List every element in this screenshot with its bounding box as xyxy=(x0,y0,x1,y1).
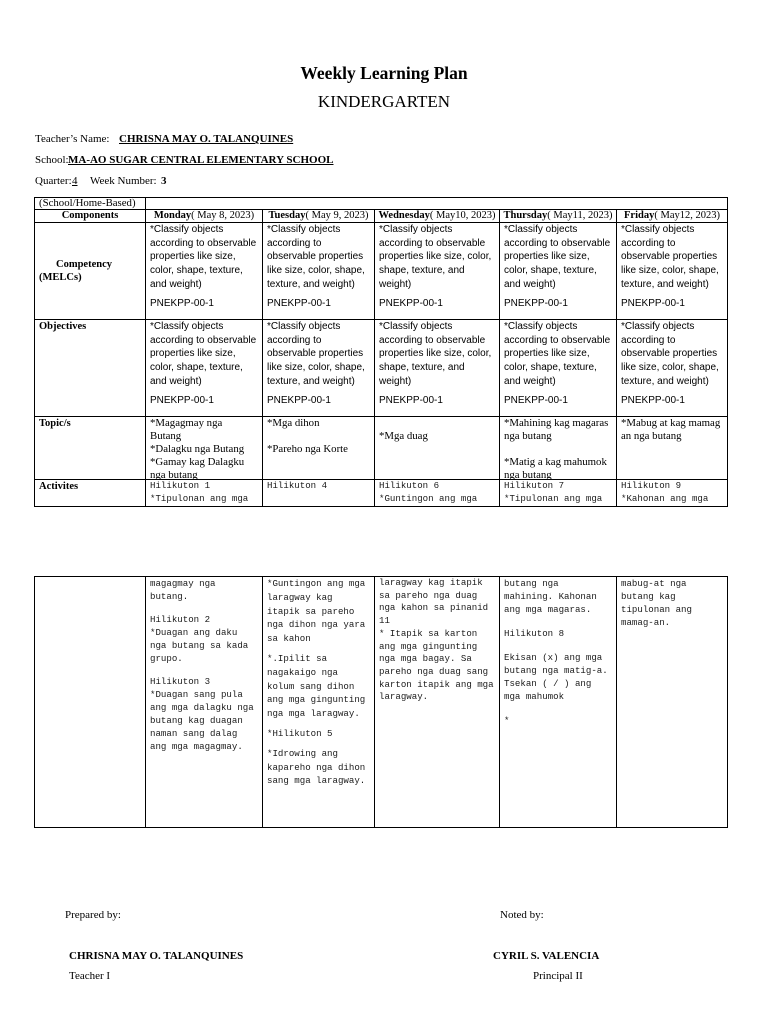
topics-label-cell xyxy=(35,417,146,480)
topics-label: Topic/s xyxy=(39,418,71,429)
activity-paragraph: Ekisan (x) ang mga butang nga matig-a. Tsekan ( / ) ang mga mahumok xyxy=(504,652,608,702)
continuation-cell-wednesday xyxy=(375,577,500,828)
melc-code: PNEKPP-00-1 xyxy=(621,298,685,310)
melc-code: PNEKPP-00-1 xyxy=(150,395,214,407)
activity-paragraph: *.Ipilit sa nagakaigo nga kolum sang dihon ang mga gingunting nga mga laragway. xyxy=(267,652,366,720)
competency-text: *Classify objects according to observable properties like size, color, shape, texture, and weight) xyxy=(504,224,611,290)
topic-cell-tuesday xyxy=(263,417,375,480)
topic-text: *Mga duag xyxy=(379,430,428,442)
school-name: MA-AO SUGAR CENTRAL ELEMENTARY SCHOOL xyxy=(68,154,334,166)
objective-cell-friday xyxy=(617,320,728,417)
topic-cell-wednesday xyxy=(375,417,500,480)
objective-cell-tuesday xyxy=(263,320,375,417)
competency-cell-wednesday xyxy=(375,223,500,320)
day-name: Monday xyxy=(153,210,192,221)
competency-cell-friday xyxy=(617,223,728,320)
delivery-mode-cell xyxy=(35,198,146,210)
topic-cell-thursday xyxy=(500,417,617,480)
activity-text: Hilikuton 4 xyxy=(267,480,328,491)
melc-code: PNEKPP-00-1 xyxy=(379,298,443,310)
objectives-label: Objectives xyxy=(39,321,87,332)
day-date: ( May10, 2023) xyxy=(429,210,496,221)
week-number-value: 3 xyxy=(161,175,167,187)
competency-cell-thursday xyxy=(500,223,617,320)
activity-paragraph: Hilikuton 2 *Duagan ang daku nga butang sa kada grupo. xyxy=(150,614,249,664)
day-name: Wednesday xyxy=(378,210,430,221)
prepared-by-name: CHRISNA MAY O. TALANQUINES xyxy=(69,950,244,962)
melc-code: PNEKPP-00-1 xyxy=(267,298,331,310)
noted-by-name: CYRIL S. VALENCIA xyxy=(493,950,600,962)
activity-cell-wednesday xyxy=(375,480,500,507)
delivery-mode-blank-cell xyxy=(146,198,728,210)
melc-code: PNEKPP-00-1 xyxy=(379,395,443,407)
activities-continuation-table xyxy=(34,576,728,828)
objective-text: *Classify objects according to observable properties like size, color, shape, texture, and weight) xyxy=(621,321,719,387)
activity-paragraph: *Hilikuton 5 xyxy=(267,727,333,739)
day-date: ( May11, 2023) xyxy=(547,210,613,221)
quarter-value: 4 xyxy=(72,175,78,187)
day-date: ( May 8, 2023) xyxy=(191,210,255,221)
objective-cell-thursday xyxy=(500,320,617,417)
competency-text: *Classify objects according to observable properties like size, color, shape, texture, and weight) xyxy=(267,224,365,290)
melc-code: PNEKPP-00-1 xyxy=(267,395,331,407)
competency-label-cell xyxy=(35,223,146,320)
activity-text: Hilikuton 1 *Tipulonan ang mga xyxy=(150,480,249,504)
day-name: Thursday xyxy=(503,210,548,221)
activity-cell-thursday xyxy=(500,480,617,507)
activity-paragraph: magagmay nga butang. xyxy=(150,578,216,602)
grade-level: KINDERGARTEN xyxy=(317,92,451,111)
activity-paragraph: butang nga mahining. Kahonan ang mga magaras. xyxy=(504,578,597,615)
objective-text: *Classify objects according to observable properties like size, color, shape, texture, and weight) xyxy=(267,321,365,387)
topic-text: *Mga dihon *Pareho nga Korte xyxy=(267,417,348,455)
activity-paragraph: Hilikuton 3 *Duagan sang pula ang mga dalagku nga butang kag duagan naman sang dalag ang mga magagmay. xyxy=(150,676,254,752)
continuation-label-cell xyxy=(35,577,146,828)
day-header-wednesday xyxy=(375,210,500,223)
day-header-friday xyxy=(617,210,728,223)
activity-paragraph: *Guntingon ang mga laragway kag itapik sa pareho nga dihon nga yara sa kahon xyxy=(267,578,366,645)
activity-text: Hilikuton 6 *Guntingon ang mga xyxy=(379,480,478,504)
prepared-by-label: Prepared by: xyxy=(65,909,121,921)
day-name: Friday xyxy=(624,210,655,221)
melc-code: PNEKPP-00-1 xyxy=(621,395,685,407)
day-header-thursday xyxy=(500,210,617,223)
activity-paragraph: laragway kag itapik sa pareho nga duag nga kahon sa pinanid 11 * Itapik sa karton ang mga gingunting nga mga bagay. Sa pareho nga duag sang karton itapik ang mga laragway. xyxy=(379,577,494,703)
noted-by-position: Principal II xyxy=(533,970,583,982)
prepared-by-position: Teacher I xyxy=(69,970,111,982)
melc-code: PNEKPP-00-1 xyxy=(504,395,568,407)
teacher-name: CHRISNA MAY O. TALANQUINES xyxy=(119,133,294,145)
melc-code: PNEKPP-00-1 xyxy=(504,298,568,310)
objective-text: *Classify objects according to observable properties like size, color, shape, texture, and weight) xyxy=(379,321,492,387)
activity-paragraph: * xyxy=(504,715,510,726)
activity-text: Hilikuton 9 *Kahonan ang mga xyxy=(621,480,709,504)
competency-text: *Classify objects according to observable properties like size, color, shape, texture, and weight) xyxy=(621,224,719,290)
topic-cell-friday xyxy=(617,417,728,480)
objective-text: *Classify objects according to observable properties like size, color, shape, texture, and weight) xyxy=(504,321,611,387)
day-name: Tuesday xyxy=(268,210,306,221)
continuation-cell-friday xyxy=(617,577,728,828)
melc-code: PNEKPP-00-1 xyxy=(150,298,214,310)
day-header-monday xyxy=(146,210,263,223)
competency-label: Competency (MELCs) xyxy=(39,259,112,283)
topic-text: *Mabug at kag mamag an nga butang xyxy=(621,417,721,442)
activity-cell-monday xyxy=(146,480,263,507)
competency-text: *Classify objects according to observable properties like size, color, shape, texture, and weight) xyxy=(150,224,257,290)
competency-cell-tuesday xyxy=(263,223,375,320)
objective-text: *Classify objects according to observable properties like size, color, shape, texture, and weight) xyxy=(150,321,257,387)
weekly-plan-table xyxy=(34,197,728,507)
activity-paragraph: mabug-at nga butang kag tipulonan ang mamag-an. xyxy=(621,578,692,628)
day-header-tuesday xyxy=(263,210,375,223)
teacher-label: Teacher’s Name: xyxy=(35,133,110,145)
activity-cell-tuesday xyxy=(263,480,375,507)
components-header: Components xyxy=(35,210,146,223)
quarter-label: Quarter: xyxy=(35,175,72,187)
activities-label-cell xyxy=(35,480,146,507)
continuation-cell-thursday xyxy=(500,577,617,828)
objectives-label-cell xyxy=(35,320,146,417)
school-label: School: xyxy=(35,154,69,166)
activity-paragraph: *Idrowing ang kapareho nga dihon sang mga laragway. xyxy=(267,747,366,787)
week-label: Week Number: xyxy=(90,175,157,187)
delivery-mode: (School/Home-Based) xyxy=(39,198,136,209)
document-title: Weekly Learning Plan xyxy=(300,63,468,83)
continuation-cell-monday xyxy=(146,577,263,828)
competency-cell-monday xyxy=(146,223,263,320)
activities-label: Activites xyxy=(39,481,79,492)
noted-by-label: Noted by: xyxy=(500,909,544,921)
competency-text: *Classify objects according to observable properties like size, color, shape, texture, and weight) xyxy=(379,224,492,290)
continuation-cell-tuesday xyxy=(263,577,375,828)
topic-cell-monday xyxy=(146,417,263,480)
topic-text: *Magagmay nga Butang *Dalagku nga Butang *Gamay kag Dalagku nga butang xyxy=(150,417,245,480)
day-date: ( May12, 2023) xyxy=(654,210,720,221)
activity-text: Hilikuton 7 *Tipulonan ang mga xyxy=(504,480,603,504)
objective-cell-monday xyxy=(146,320,263,417)
day-date: ( May 9, 2023) xyxy=(305,210,369,221)
activity-cell-friday xyxy=(617,480,728,507)
objective-cell-wednesday xyxy=(375,320,500,417)
topic-text: *Mahining kag magaras nga butang *Matig a kag mahumok nga butang xyxy=(504,417,609,480)
activity-paragraph: Hilikuton 8 xyxy=(504,628,565,639)
